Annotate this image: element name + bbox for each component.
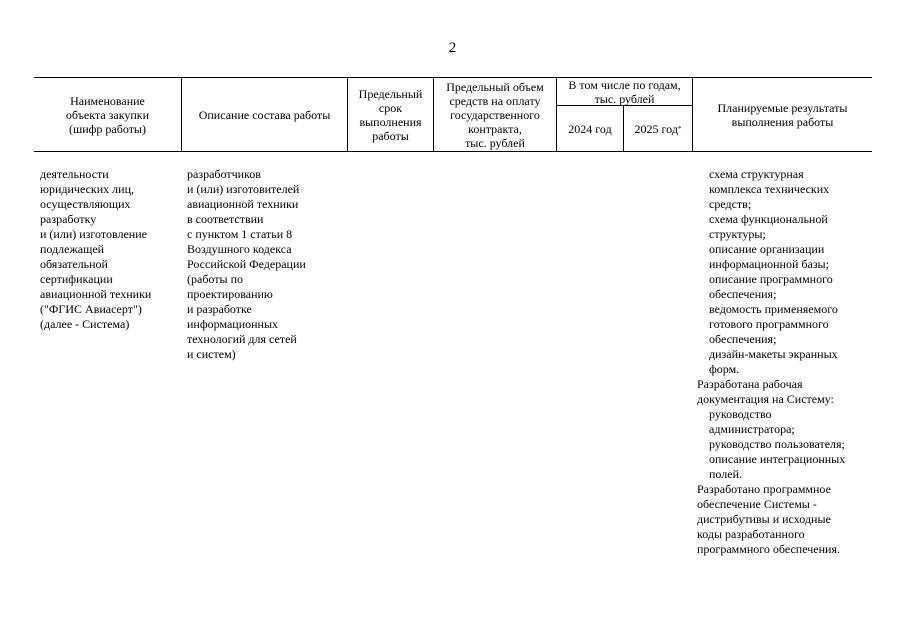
header-object: Наименование объекта закупки (шифр работы) [65,93,150,136]
header-deadline: Предельный срок выполнения работы [358,86,423,143]
header-by-year: В том числе по годам, тыс. рублей [568,77,681,106]
result-item: Разработано программное обеспечение Системы - дистрибутивы и исходные коды разработанного программного обеспечения. [697,482,840,556]
result-item: Разработана рабочая документация на Систему: [697,377,834,406]
result-item: схема структурная комплекса технических средств; [709,167,830,211]
result-item: описание интеграционных полей. [709,452,846,481]
result-item: описание программного обеспечения; [709,272,833,301]
header-results: Планируемые результаты выполнения работы [717,100,848,129]
result-item: схема функциональной структуры; [709,212,828,241]
result-item: дизайн-макеты экранных форм. [709,347,838,376]
results-list [697,167,845,557]
result-item: описание организации информационной базы; [709,242,829,271]
result-item: руководство администратора; [709,407,795,436]
header-description: Описание состава работы [198,107,331,122]
header-year-2025: 2025 год * [634,121,682,136]
header-year-2025-label: 2025 год [634,121,678,136]
header-max-volume: Предельный объем средств на оплату государственного контракта, тыс. рублей [446,79,544,150]
result-item: руководство пользователя; [709,437,845,451]
header-year-2024: 2024 год [568,121,612,136]
page-number: 2 [448,40,457,56]
header-bottom-border [34,151,872,152]
row-description-text: разработчиков и (или) изготовителей авиационной техники в соответствии с пунктом 1 статьи 8 Воздушного кодекса Российской Федерации (работы по проектированию и разработке информационных технологий для сетей и систем) [187,167,306,361]
row-object-text: деятельности юридических лиц, осуществляющих разработку и (или) изготовление подлежащей обязательной сертификации авиационной техники ("ФГИС Авиасерт") (далее - Система) [40,167,152,331]
result-item: ведомость применяемого готового программного обеспечения; [709,302,838,346]
